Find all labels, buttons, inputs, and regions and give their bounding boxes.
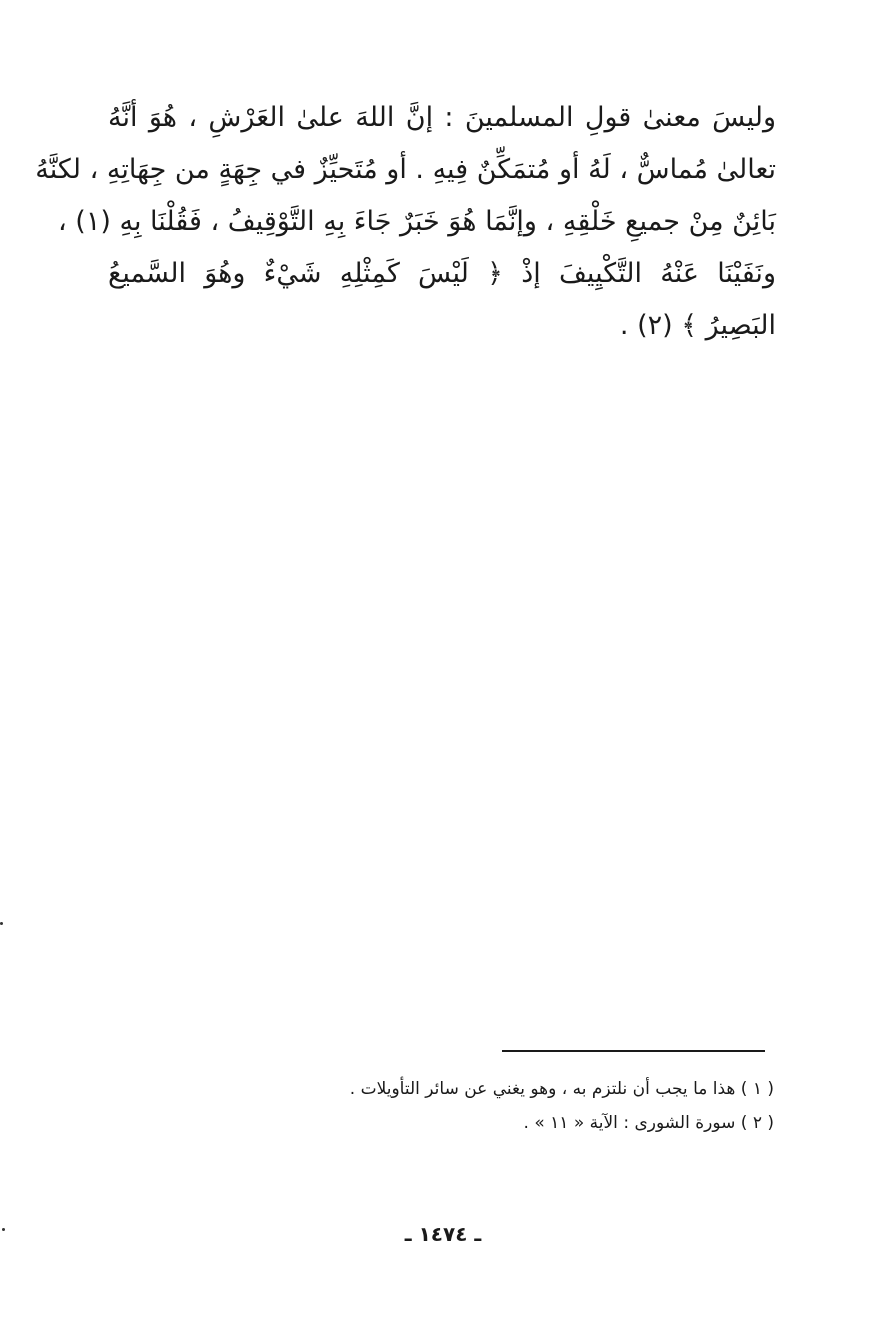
- scan-speck: [0, 922, 3, 925]
- footnotes: [174, 1072, 774, 1140]
- main-paragraph: [35, 92, 776, 352]
- scan-speck: [2, 1228, 5, 1231]
- text-line: ونَفَيْنَا عَنْهُ التَّكْيِيفَ إذْ ﴿ لَيْسَ كَمِثْلِهِ شَيْءٌ وهُوَ السَّميعُ: [108, 258, 776, 289]
- text-line: البَصِيرُ ﴾ (٢) .: [619, 310, 776, 341]
- page-number: ـ ١٤٧٤ ـ: [404, 1222, 482, 1246]
- footnote-1: ( ١ ) هذا ما يجب أن نلتزم به ، وهو يغني عن سائر التأويلات .: [349, 1079, 774, 1099]
- footnote-separator: [502, 1050, 765, 1052]
- text-line: بَائِنٌ مِنْ جميعِ خَلْقِهِ ، وإنَّمَا هُوَ خَبَرٌ جَاءَ بِهِ التَّوْقِيفُ ، فَقُلْنَا بِهِ (١) ،: [58, 206, 776, 237]
- footnote-2: ( ٢ ) سورة الشورى : الآية « ١١ » .: [523, 1113, 774, 1133]
- text-line: تعالىٰ مُماسٌّ ، لَهُ أو مُتمَكِّنٌ فِيهِ . أو مُتَحيِّزٌ في جِهَةٍ من جِهَاتِهِ ، لكنَّهُ: [35, 154, 776, 185]
- text-line: وليسَ معنىٰ قولِ المسلمينَ : إنَّ اللهَ علىٰ العَرْشِ ، هُوَ أنَّهُ: [108, 102, 776, 133]
